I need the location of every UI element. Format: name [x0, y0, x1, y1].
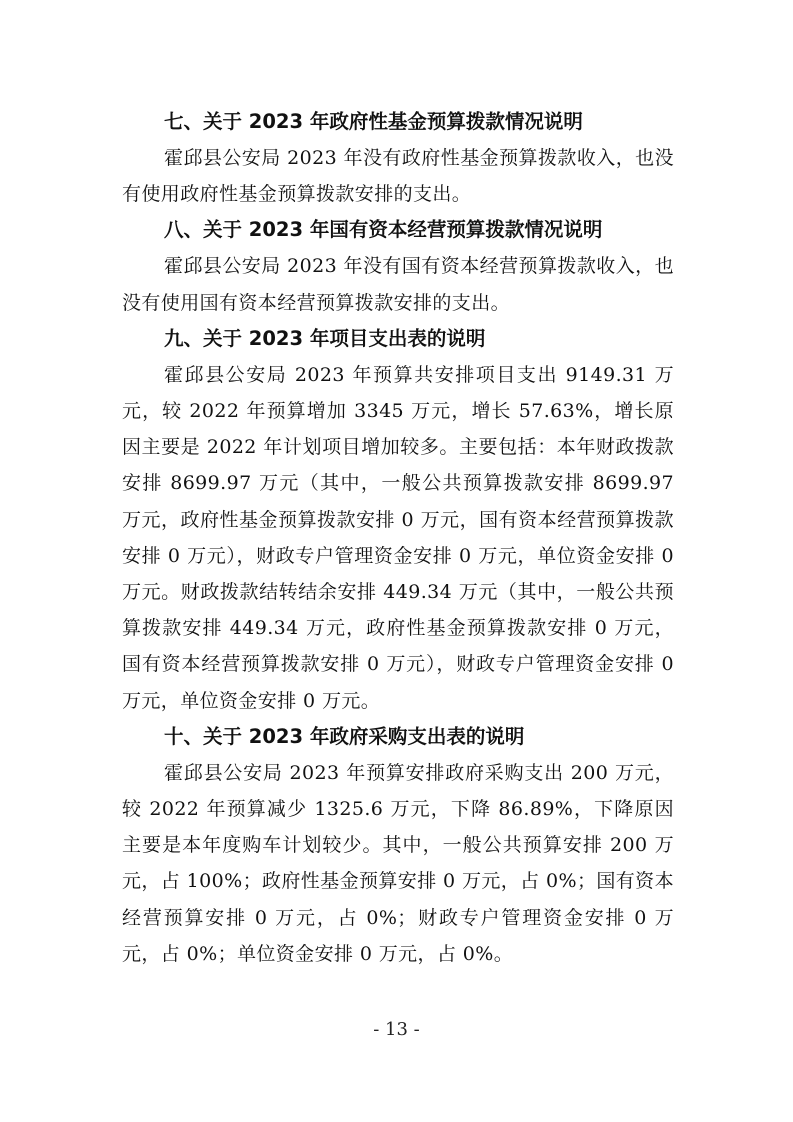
- section-7-paragraph: 霍邱县公安局 2023 年没有政府性基金预算拨款收入，也没有使用政府性基金预算拨款安排的支出。: [122, 147, 674, 206]
- section-7-heading: 七、关于 2023 年政府性基金预算拨款情况说明: [164, 110, 583, 133]
- section-9-heading: 九、关于 2023 年项目支出表的说明: [164, 326, 486, 350]
- page-number: - 13 -: [373, 1019, 420, 1040]
- section-9-paragraph: 霍邱县公安局 2023 年预算共安排项目支出 9149.31 万元，较 2022 年预算增加 3345 万元，增长 57.63%，增长原因主要是 2022 年计划项目增加较多。主要包括：本年财政拨款安排 8699.97 万元（其中，一般公共预算拨款安排 8699.97 万元，政府性基金预算拨款安排 0 万元，国有资本经营预算拨款安排 0 万元），财政专户管理资金安排 0 万元，单位资金安排 0 万元。财政拨款结转结余安排 449.34 万元（其中，一般公共预算拨款安排 449.34 万元，政府性基金预算拨款安排 0 万元，国有资本经营预算拨款安排 0 万元），财政专户管理资金安排 0 万元，单位资金安排 0 万元。: [122, 363, 674, 712]
- section-8-heading: 八、关于 2023 年国有资本经营预算拨款情况说明: [164, 218, 603, 242]
- section-10-paragraph: 霍邱县公安局 2023 年预算安排政府采购支出 200 万元，较 2022 年预算减少 1325.6 万元，下降 86.89%，下降原因主要是本年度购车计划较少。其中，一般公共预算安排 200 万元，占 100%；政府性基金预算安排 0 万元，占 0%；国有资本经营预算安排 0 万元，占 0%；财政专户管理资金安排 0 万元，占 0%；单位资金安排 0 万元，占 0%。: [122, 761, 674, 965]
- document-body: [122, 104, 674, 972]
- section-10-heading: 十、关于 2023 年政府采购支出表的说明: [164, 724, 525, 748]
- section-8-paragraph: 霍邱县公安局 2023 年没有国有资本经营预算拨款收入，也没有使用国有资本经营预算拨款安排的支出。: [122, 255, 674, 314]
